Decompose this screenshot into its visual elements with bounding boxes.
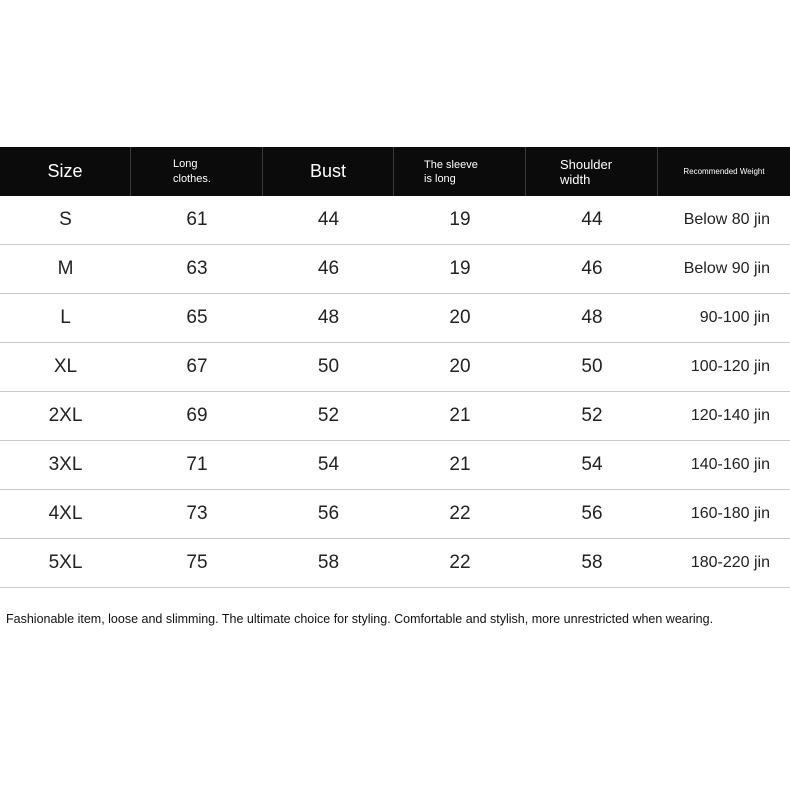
cell-long: 61 — [186, 209, 208, 230]
cell-sleeve: 22 — [449, 552, 471, 573]
cell-size: 2XL — [48, 405, 83, 426]
cell-shoulder: 56 — [581, 503, 603, 524]
header-bust — [263, 147, 394, 196]
cell-weight: 140-160 jin — [690, 456, 770, 473]
product-description: Fashionable item, loose and slimming. The ultimate choice for styling. Comfortable and stylish, more unrestricted when wearing. — [6, 612, 714, 626]
cell-shoulder: 44 — [581, 209, 603, 230]
cell-weight: Below 90 jin — [683, 260, 770, 277]
header-size — [0, 147, 131, 196]
header-weight-label: Recommended Weight — [683, 167, 765, 176]
cell-long: 73 — [186, 503, 208, 524]
header-size-label: Size — [47, 161, 83, 181]
cell-long: 65 — [186, 307, 208, 328]
cell-sleeve: 19 — [449, 258, 471, 279]
header-weight — [658, 147, 790, 196]
cell-shoulder: 48 — [581, 307, 603, 328]
cell-bust: 44 — [317, 209, 340, 230]
cell-sleeve: 20 — [449, 356, 471, 377]
table-header-row — [0, 147, 790, 196]
cell-weight: 160-180 jin — [690, 505, 770, 522]
cell-sleeve: 21 — [449, 454, 471, 475]
table-row — [0, 245, 790, 294]
cell-bust: 46 — [317, 258, 340, 279]
cell-size: M — [57, 258, 74, 279]
header-bust-label: Bust — [309, 161, 347, 181]
cell-size: 5XL — [48, 552, 83, 573]
cell-shoulder: 54 — [581, 454, 603, 475]
cell-bust: 56 — [317, 503, 340, 524]
cell-bust: 48 — [317, 307, 340, 328]
header-shoulder-label: Shoulder width — [560, 156, 613, 187]
table-row — [0, 539, 790, 588]
cell-weight: 120-140 jin — [690, 407, 770, 424]
cell-sleeve: 21 — [449, 405, 471, 426]
cell-weight: Below 80 jin — [683, 211, 770, 228]
cell-size: L — [60, 307, 71, 328]
cell-long: 75 — [186, 552, 208, 573]
cell-shoulder: 58 — [581, 552, 603, 573]
cell-weight: 100-120 jin — [690, 358, 770, 375]
cell-long: 69 — [186, 405, 208, 426]
cell-shoulder: 52 — [581, 405, 603, 426]
header-shoulder — [526, 147, 658, 196]
cell-shoulder: 50 — [581, 356, 603, 377]
cell-bust: 54 — [317, 454, 340, 475]
header-long-clothes — [131, 147, 263, 196]
cell-bust: 52 — [317, 405, 340, 426]
table-row — [0, 196, 790, 245]
cell-size: XL — [53, 356, 78, 377]
cell-weight: 180-220 jin — [690, 554, 770, 571]
size-chart-table — [0, 147, 790, 588]
cell-sleeve: 19 — [449, 209, 471, 230]
header-long-clothes-label: Long clothes. — [173, 157, 211, 185]
cell-weight: 90-100 jin — [699, 309, 770, 326]
cell-long: 63 — [186, 258, 208, 279]
table-row — [0, 343, 790, 392]
table-row — [0, 441, 790, 490]
header-sleeve-label: The sleeve is long — [424, 158, 478, 185]
table-row — [0, 294, 790, 343]
cell-long: 71 — [186, 454, 208, 475]
cell-shoulder: 46 — [581, 258, 603, 279]
cell-sleeve: 20 — [449, 307, 471, 328]
cell-sleeve: 22 — [449, 503, 471, 524]
cell-size: S — [59, 209, 72, 230]
table-row — [0, 490, 790, 539]
table-row — [0, 392, 790, 441]
cell-bust: 58 — [317, 552, 340, 573]
cell-size: 4XL — [48, 503, 83, 524]
cell-size: 3XL — [48, 454, 83, 475]
cell-long: 67 — [186, 356, 208, 377]
cell-bust: 50 — [317, 356, 340, 377]
header-sleeve — [394, 147, 526, 196]
